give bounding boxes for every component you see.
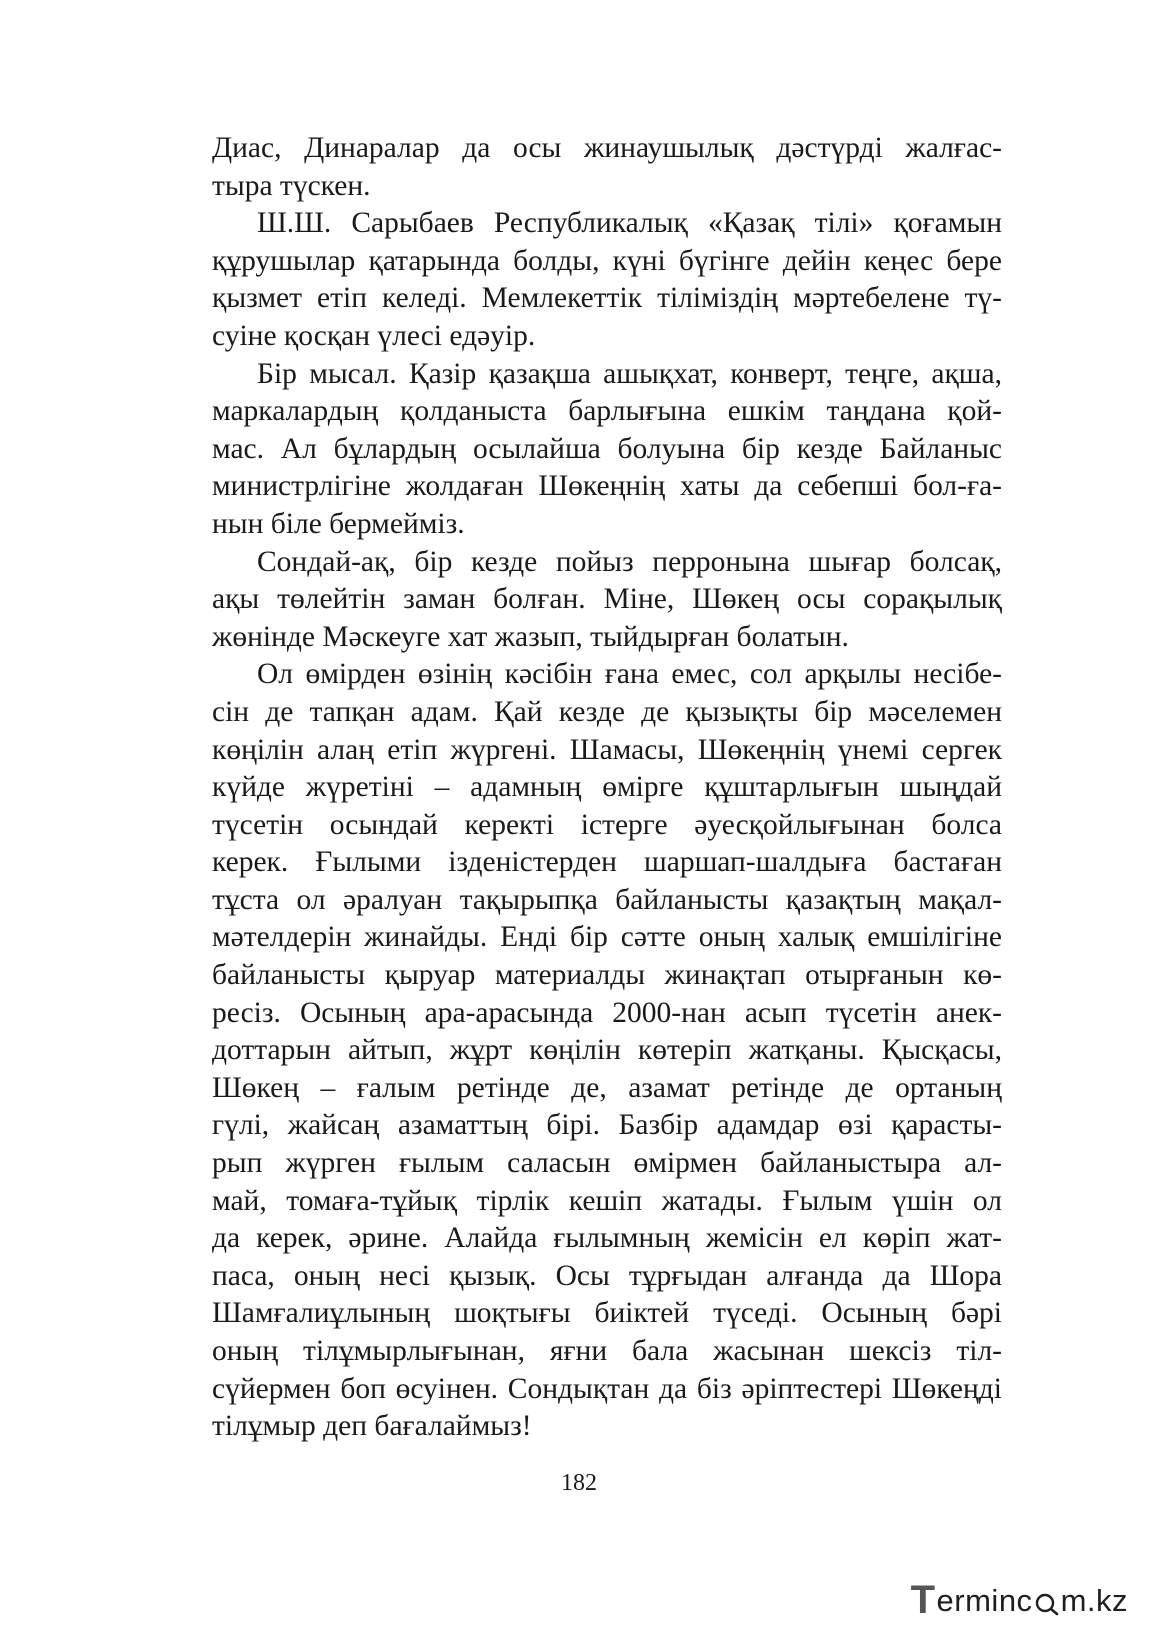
text-line: сүйермен боп өсуінен. Сондықтан да біз әріптестері Шөкеңді [212, 1372, 1002, 1405]
text-line: Сондай-ақ, бір кезде пойыз перронына шығар болсақ, [257, 545, 1002, 578]
text-line: көңілін алаң етіп жүргені. Шамасы, Шөкеңнің үнемі сергек [212, 733, 1002, 766]
text-line: тілұмыр деп бағалаймыз! [212, 1410, 532, 1443]
text-line: қызмет етіп келеді. Мемлекеттік тіліміздің мәртебелене тү- [212, 282, 1002, 315]
text-line: Шөкең – ғалым ретінде де, азамат ретінде де ортаның [212, 1071, 1002, 1104]
paragraph-2 [212, 205, 1002, 355]
text-line: түсетін осындай керекті істерге әуесқойлығынан болса [212, 808, 1002, 841]
text-line: керек. Ғылыми ізденістерден шаршап-шалдыға бастаған [212, 846, 1002, 879]
text-line: Шамғалиұлының шоқтығы биіктей түседі. Осының бәрі [212, 1297, 1002, 1330]
text-line: ресіз. Осының ара-арасында 2000-нан асып түсетін анек- [212, 996, 1002, 1029]
magnifier-icon [1034, 1588, 1060, 1614]
text-line: мәтелдерін жинайды. Енді бір сәтте оның халық емшілігіне [212, 921, 1002, 954]
paragraph-5 [212, 656, 1002, 1445]
text-line: мас. Ал бұлардың осылайша болуына бір кезде Байланыс [212, 432, 1002, 465]
termincom-watermark [911, 1578, 1128, 1623]
text-line: суіне қосқан үлесі едәуір. [212, 319, 536, 352]
watermark-t-letter: T [910, 1578, 936, 1622]
text-line: Диас, Динаралар да осы жинаушылық дәстүрді жалғас- [212, 132, 1002, 164]
text-line: жөнінде Мәскеуге хат жазып, тыйдырған болатын. [212, 620, 849, 653]
text-line: байланысты қыруар материалды жинақтап отырғанын кө- [212, 959, 1002, 992]
text-line: маркалардың қолданыста барлығына ешкім таңдана қой- [212, 395, 1002, 428]
page-body-text [212, 130, 1002, 1446]
text-line: Ол өмірден өзінің кәсібін ғана емес, сол арқылы несібе- [257, 658, 1002, 691]
text-line: ақы төлейтін заман болған. Міне, Шөкең осы сорақылық [212, 583, 1002, 616]
text-line: министрлігіне жолдаған Шөкеңнің хаты да себепші бол-ға- [212, 470, 1002, 503]
text-line: нын біле бермейміз. [212, 507, 465, 540]
watermark-suffix-text: m.kz [1060, 1582, 1128, 1618]
text-line: сін де тапқан адам. Қай кезде де қызықты бір мәселемен [212, 695, 1002, 728]
text-line: құрушылар қатарында болды, күні бүгінге дейін кеңес бере [212, 244, 1002, 277]
text-line: май, томаға-тұйық тірлік кешіп жатады. Ғылым үшін ол [212, 1184, 1002, 1217]
text-line: оның тілұмырлығынан, яғни бала жасынан шексіз тіл- [212, 1335, 1002, 1367]
watermark-middle-text: erminc [936, 1582, 1033, 1618]
text-line: Бір мысал. Қазір қазақша ашықхат, конверт, теңге, ақша, [257, 357, 1002, 390]
text-line: күйде жүретіні – адамның өмірге құштарлығын шыңдай [212, 771, 1002, 804]
text-line: Ш.Ш. Сарыбаев Республикалық «Қазақ тілі» қоғамын [257, 207, 1002, 240]
text-line: гүлі, жайсаң азаматтың бірі. Базбір адамдар өзі қарасты- [212, 1109, 1002, 1142]
page-number: 182 [561, 1470, 597, 1496]
text-line: паса, оның несі қызық. Осы тұрғыдан алғанда да Шора [212, 1259, 1002, 1292]
text-line: тыра түскен. [212, 169, 371, 202]
text-line: да керек, әрине. Алайда ғылымның жемісін ел көріп жат- [212, 1222, 1002, 1255]
text-line: рып жүрген ғылым саласын өмірмен байланыстыра ал- [212, 1147, 1002, 1180]
paragraph-1 [212, 130, 1002, 205]
text-line: доттарын айтып, жұрт көңілін көтеріп жатқаны. Қысқасы, [212, 1034, 1002, 1067]
text-line: тұста ол әралуан тақырыпқа байланысты қазақтың мақал- [212, 883, 1002, 916]
paragraph-4 [212, 544, 1002, 657]
paragraph-3 [212, 356, 1002, 544]
